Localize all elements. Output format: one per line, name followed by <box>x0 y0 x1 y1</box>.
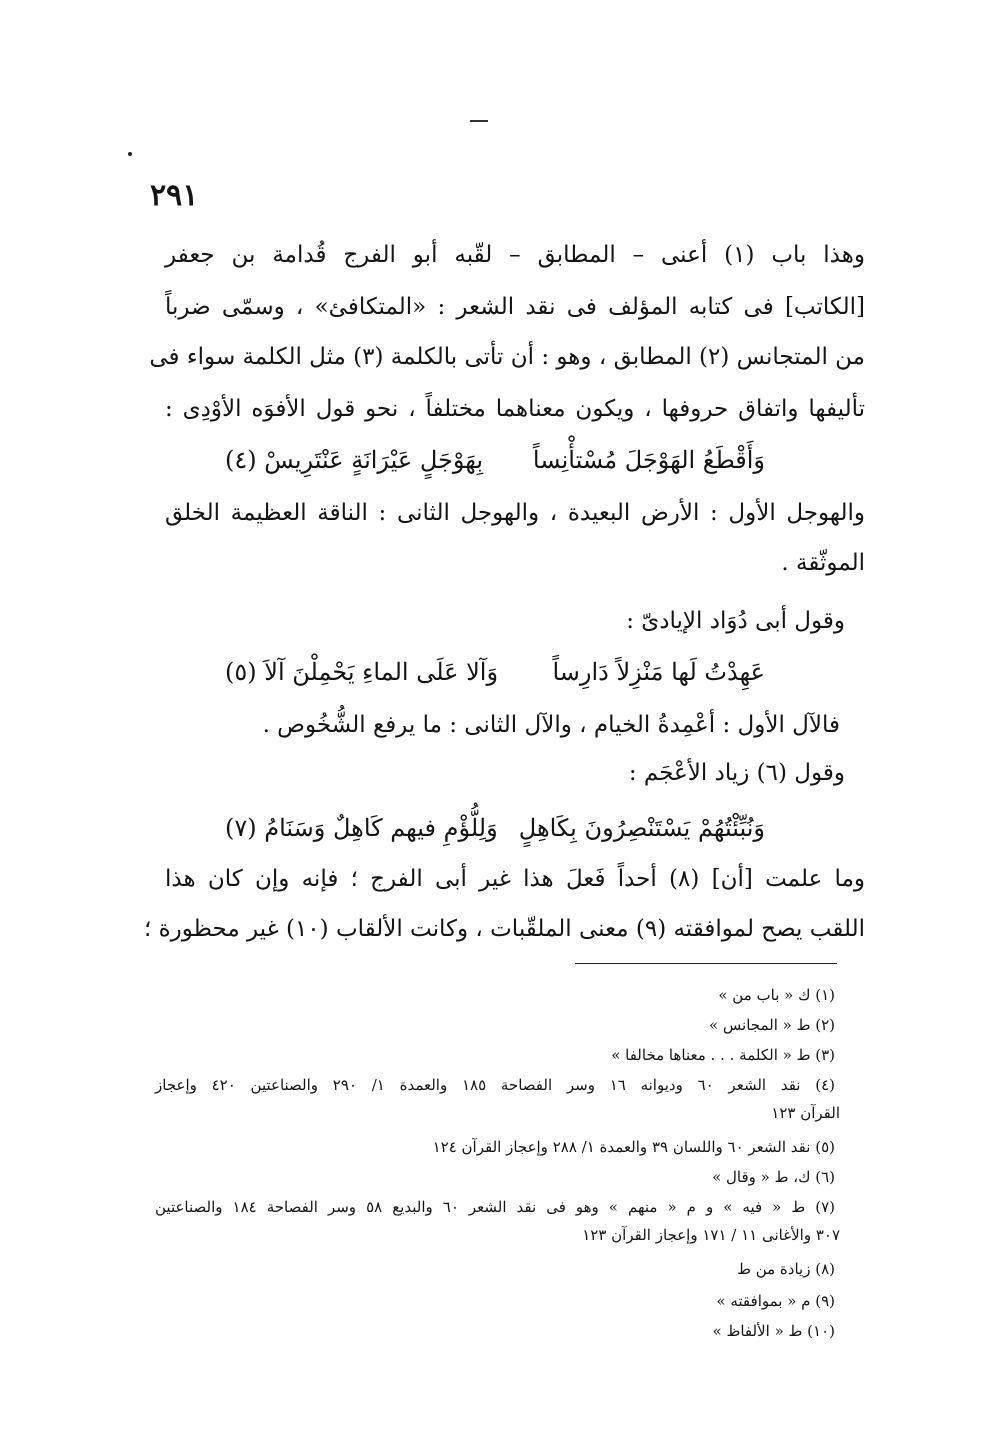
footnote-7-continued: ٣٠٧ والأغانى ١١ / ١٧١ وإعجاز القرآن ١٢٣ <box>582 1226 840 1244</box>
body-line-5: والهوجل الأول : الأرض البعيدة ، والهوجل الثانى : الناقة العظيمة الخلق <box>165 500 865 526</box>
footnote-8: (٨) زيادة من ط <box>737 1260 835 1278</box>
footnote-separator <box>575 963 837 964</box>
body-line-6: الموثّقة . <box>781 550 865 576</box>
verse-2 <box>225 654 765 690</box>
body-line-4: تأليفها واتفاق حروفها ، ويكون معناهما مختلفاً ، نحو قول الأفوَه الأوْدِى : <box>165 396 865 422</box>
footnote-3: (٣) ط « الكلمة . . . معناها مخالفا » <box>611 1046 835 1064</box>
body-line-7: فالآل الأول : أعْمِدةُ الخيام ، والآل الثانى : ما يرفع الشُّخُوص . <box>262 712 840 738</box>
verse-3-second-hemistich: وَلِلُّؤْمِ فيهم كَاهِلٌ وَسَنَامُ (٧) <box>225 814 498 842</box>
verse-1 <box>225 442 765 478</box>
body-line-8: وما علمت [أن] (٨) أحداً فَعلَ هذا غير أبى الفرج ؛ فإنه وإن كان هذا <box>165 866 865 892</box>
margin-dot-mark <box>128 152 132 156</box>
body-line-1: وهذا باب (١) أعنى – المطابق – لقّبه أبو الفرج قُدامة بن جعفر <box>165 242 865 268</box>
verse-intro-2: وقول أبى دُوَاد الإيادىّ : <box>626 608 845 634</box>
footnote-4-continued: القرآن ١٢٣ <box>771 1104 840 1122</box>
verse-intro-3: وقول (٦) زياد الأعْجَم : <box>628 760 845 786</box>
verse-2-second-hemistich: وَآلا عَلَى الماءِ يَحْمِلْنَ آلاَ (٥) <box>225 658 499 686</box>
footnote-1: (١) ك « باب من » <box>718 986 835 1004</box>
page-number: ٢٩١ <box>150 178 199 213</box>
verse-1-first-hemistich: وَأَقْطَعُ الهَوْجَلَ مُسْتأْنِساً <box>532 446 765 474</box>
verse-2-first-hemistich: عَهِدْتُ لَها مَنْزِلاً دَارِساً <box>552 658 765 686</box>
footnote-7: (٧) ط « فيه » و م « منهم » وهو فى نقد الشعر ٦٠ والبديع ٥٨ وسر الفصاحة ١٨٤ والصناعتين <box>155 1198 836 1216</box>
footnote-2: (٢) ط « المجانس » <box>708 1016 835 1034</box>
body-line-9: اللقب يصح لموافقته (٩) معنى الملقّبات ، وكانت الألقاب (١٠) غير محظورة ؛ <box>143 916 865 942</box>
top-dash-mark <box>470 120 488 122</box>
footnote-9: (٩) م « بموافقته » <box>716 1292 835 1310</box>
verse-3 <box>225 810 765 846</box>
footnote-4: (٤) نقد الشعر ٦٠ وديوانه ١٦ وسر الفصاحة ١٨٥ والعمدة ١/ ٢٩٠ والصناعتين ٤٢٠ وإعجاز <box>155 1076 835 1094</box>
verse-3-first-hemistich: وَنُبِّئْتُهُمْ يَسْتَنْصِرُونَ بِكَاهِلٍ <box>518 814 765 842</box>
footnote-10: (١٠) ط « الألفاظ » <box>712 1322 835 1340</box>
footnote-6: (٦) ك، ط « وقال » <box>712 1168 835 1186</box>
verse-1-second-hemistich: بِهَوْجَلٍ عَيْرَانَةٍ عَنْتَرِيسْ (٤) <box>225 446 484 474</box>
footnote-5: (٥) نقد الشعر ٦٠ واللسان ٣٩ والعمدة ١/ ٢٨٨ وإعجاز القرآن ١٢٤ <box>432 1138 835 1156</box>
body-line-3: من المتجانس (٢) المطابق ، وهو : أن تأتى بالكلمة (٣) مثل الكلمة سواء فى <box>149 344 865 370</box>
body-line-2: [الكاتب] فى كتابه المؤلف فى نقد الشعر : «المتكافئ» ، وسمّى ضرباً <box>165 294 865 320</box>
